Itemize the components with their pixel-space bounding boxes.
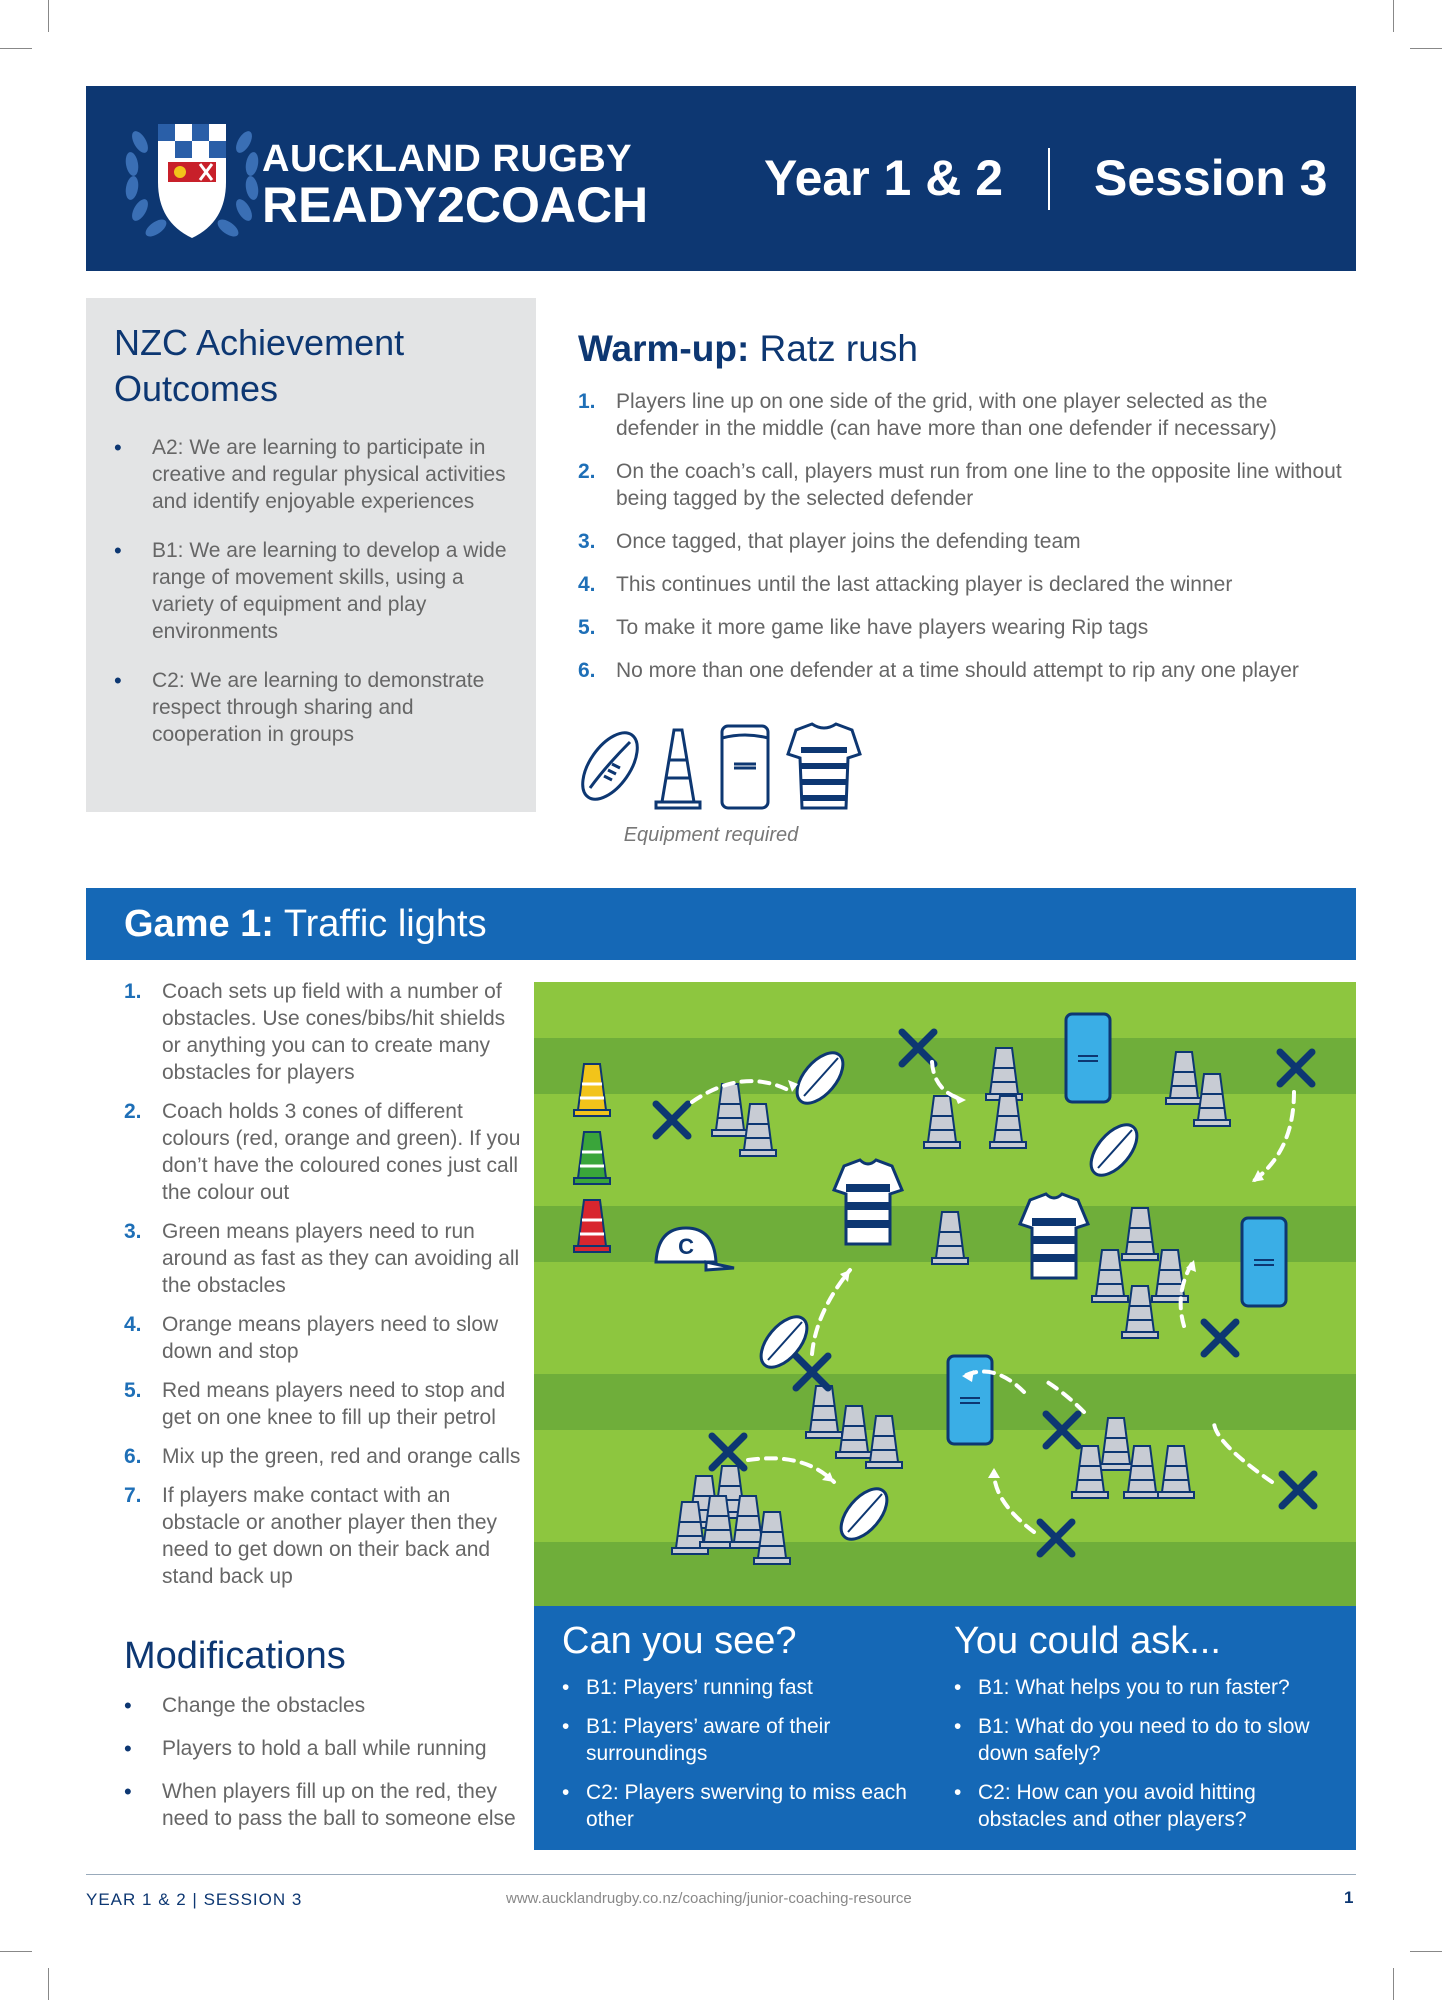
- outcomes-list: [114, 434, 514, 770]
- page-header: [86, 86, 1356, 271]
- game-step: 6. Mix up the green, red and orange calls: [124, 1445, 521, 1468]
- warmup-title-bold: Warm-up:: [578, 328, 750, 369]
- footer-session-label: YEAR 1 & 2 | SESSION 3: [86, 1890, 303, 1909]
- crop-mark: [1393, 1968, 1394, 2000]
- svg-text:C: C: [678, 1234, 694, 1259]
- crop-mark: [48, 1968, 49, 2000]
- warmup-step: 6. No more than one defender at a time should attempt to rip any one player: [578, 659, 1299, 682]
- you-could-ask-column: [954, 1616, 1324, 1845]
- hit-shield-icon: [948, 1356, 992, 1444]
- auckland-rugby-crest-icon: [122, 112, 262, 246]
- session-label: Session 3: [1094, 150, 1328, 206]
- org-name: AUCKLAND RUGBY: [262, 138, 633, 180]
- header-divider: [1048, 148, 1050, 210]
- crop-mark: [1410, 1951, 1442, 1952]
- game-step: 3. Green means players need to run around as fast as they can avoiding all the obstacles: [124, 1220, 520, 1297]
- warmup-step: 2. On the coach’s call, players must run from one line to the opposite line without being tagged by the selected defender: [578, 460, 1342, 510]
- rugby-ball-icon: [576, 723, 648, 808]
- can-you-see-item: • B1: Players’ aware of their surroundings: [562, 1713, 932, 1767]
- cone-icon: [656, 730, 700, 808]
- crop-mark: [48, 0, 49, 32]
- game-step: 4. Orange means players need to slow down and stop: [124, 1313, 499, 1363]
- equipment-caption: Equipment required: [623, 824, 799, 846]
- achievement-outcomes-panel: [86, 298, 536, 812]
- you-could-ask-list: [954, 1674, 1324, 1833]
- footer-url-link[interactable]: www.aucklandrugby.co.nz/coaching/junior-coaching-resource: [506, 1890, 912, 1907]
- crop-mark: [0, 1951, 32, 1952]
- outcome-item: • C2: We are learning to demonstrate respect through sharing and cooperation in groups: [114, 667, 514, 748]
- game-steps: [124, 978, 524, 1602]
- game-title-rest: Traffic lights: [273, 903, 487, 945]
- game-title-bold: Game 1:: [124, 903, 274, 945]
- outcome-item: • A2: We are learning to participate in creative and regular physical activities and identify enjoyable experiences: [114, 434, 514, 515]
- crop-mark: [0, 48, 32, 49]
- you-could-ask-title: You could ask...: [954, 1620, 1221, 1662]
- can-you-see-item: • B1: Players’ running fast: [562, 1674, 932, 1701]
- game-step: 5. Red means players need to stop and get on one knee to fill up their petrol: [124, 1379, 506, 1429]
- outcomes-title: NZC Achievement Outcomes: [114, 322, 405, 409]
- game-step: 7. If players make contact with an obstacle or another player then they need to get down on their back and stand back up: [124, 1484, 498, 1588]
- modifications-title: Modifications: [124, 1635, 346, 1677]
- warmup-step: 1. Players line up on one side of the grid, with one player selected as the defender in the middle (can have more than one defender if necessary): [578, 390, 1277, 440]
- field-diagram: [534, 982, 1356, 1606]
- game-section-bar: [86, 888, 1356, 960]
- warmup-title: [578, 326, 918, 372]
- game-step: 2. Coach holds 3 cones of different colours (red, orange and green). If you don’t have the coloured cones just call the colour out: [124, 1100, 521, 1204]
- modification-item: • When players fill up on the red, they need to pass the ball to someone else: [124, 1778, 534, 1832]
- can-you-see-column: [562, 1616, 932, 1845]
- brand-name: READY2COACH: [262, 177, 649, 233]
- questions-panel: [534, 1606, 1356, 1850]
- hit-shield-icon: [1242, 1218, 1286, 1306]
- warmup-title-rest: Ratz rush: [749, 328, 918, 369]
- game-step: 1. Coach sets up field with a number of obstacles. Use cones/bibs/hit shields or anything you can to create many obstacles for players: [124, 980, 506, 1084]
- warmup-step: 5. To make it more game like have players wearing Rip tags: [578, 616, 1149, 639]
- warmup-step: 4. This continues until the last attacking player is declared the winner: [578, 573, 1233, 596]
- warmup-step: 3. Once tagged, that player joins the defending team: [578, 530, 1081, 553]
- crop-mark: [1410, 48, 1442, 49]
- you-could-ask-item: • C2: How can you avoid hitting obstacles and other players?: [954, 1779, 1324, 1833]
- modification-item: • Players to hold a ball while running: [124, 1735, 534, 1762]
- you-could-ask-item: • B1: What do you need to do to slow down safely?: [954, 1713, 1324, 1767]
- modifications-list: [124, 1692, 534, 1848]
- crop-mark: [1393, 0, 1394, 32]
- footer-divider: [86, 1874, 1356, 1875]
- outcome-item: • B1: We are learning to develop a wide range of movement skills, using a variety of equipment and play environments: [114, 537, 514, 645]
- hit-shield-icon: [722, 726, 768, 808]
- year-label: Year 1 & 2: [764, 150, 1004, 206]
- warmup-steps: [578, 388, 1348, 700]
- can-you-see-item: • C2: Players swerving to miss each other: [562, 1779, 932, 1833]
- hit-shield-icon: [1066, 1014, 1110, 1102]
- can-you-see-title: Can you see?: [562, 1620, 797, 1662]
- equipment-icons: [576, 720, 866, 812]
- game-title: [124, 898, 487, 950]
- you-could-ask-item: • B1: What helps you to run faster?: [954, 1674, 1324, 1701]
- can-you-see-list: [562, 1674, 932, 1833]
- jersey-icon: [788, 724, 860, 808]
- page-number: 1: [1344, 1888, 1354, 1907]
- modification-item: • Change the obstacles: [124, 1692, 534, 1719]
